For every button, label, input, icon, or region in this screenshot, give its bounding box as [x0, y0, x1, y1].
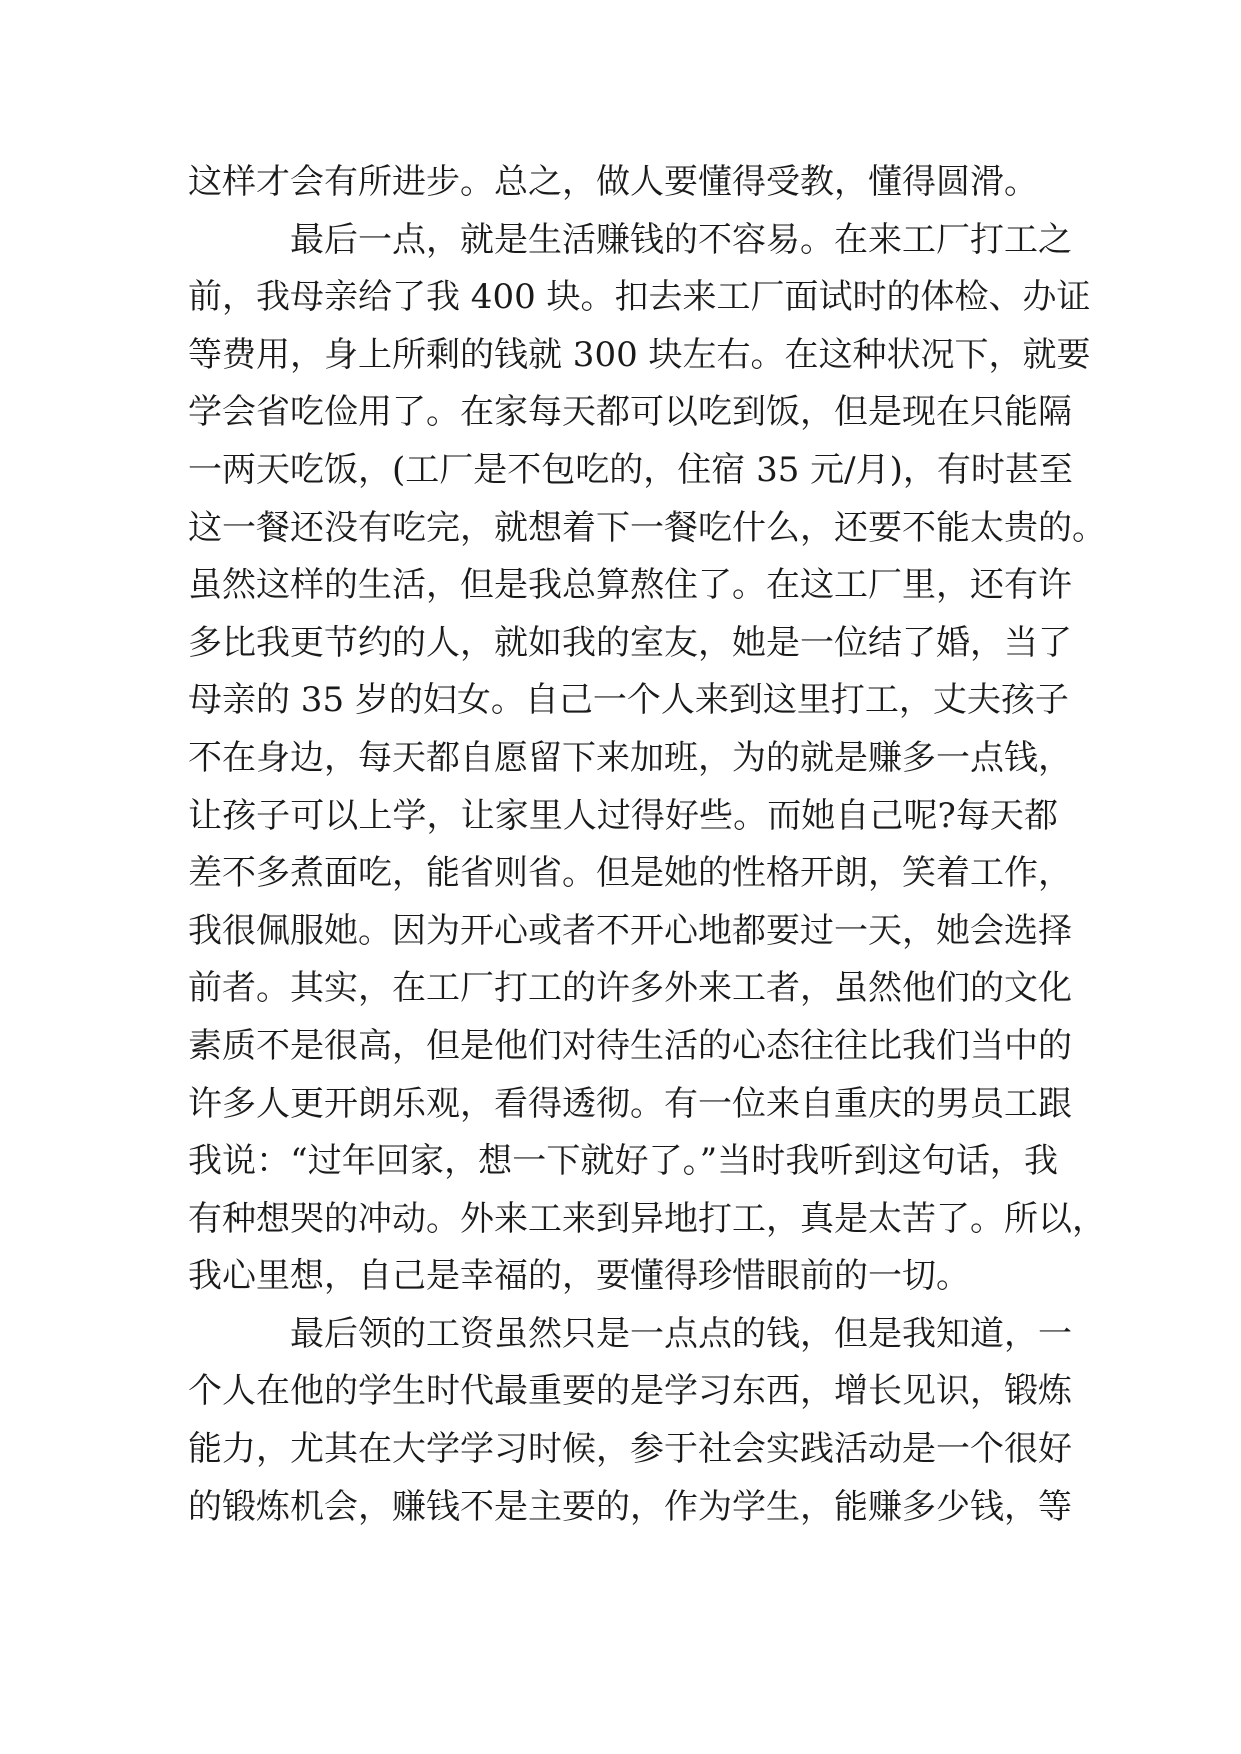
text-line: 这一餐还没有吃完，就想着下一餐吃什么，还要不能太贵的。: [188, 507, 1106, 548]
text-line: 我说：“过年回家，想一下就好了。”当时我听到这句话，我: [188, 1141, 1058, 1182]
text-line: 素质不是很高，但是他们对待生活的心态往往比我们当中的: [188, 1025, 1072, 1066]
text-line: 虽然这样的生活，但是我总算熬住了。在这工厂里，还有许: [188, 565, 1072, 606]
text-line: 前者。其实，在工厂打工的许多外来工者，虽然他们的文化: [188, 968, 1072, 1009]
text-line: 我心里想，自己是幸福的，要懂得珍惜眼前的一切。: [188, 1256, 970, 1297]
text-line: 多比我更节约的人，就如我的室友，她是一位结了婚，当了: [188, 622, 1072, 663]
text-line: 这样才会有所进步。总之，做人要懂得受教，懂得圆滑。: [188, 162, 1038, 202]
text-line: 母亲的 35 岁的妇女。自己一个人来到这里打工，丈夫孩子: [188, 680, 1069, 721]
paragraph-first-line: 最后一点，就是生活赚钱的不容易。在来工厂打工之: [290, 219, 1072, 260]
text-line: 我很佩服她。因为开心或者不开心地都要过一天，她会选择: [188, 910, 1072, 951]
document-body: [188, 154, 1106, 1536]
text-line: 前，我母亲给了我 400 块。扣去来工厂面试时的体检、办证: [188, 277, 1091, 318]
text-line: 让孩子可以上学，让家里人过得好些。而她自己呢?每天都: [188, 795, 1058, 836]
text-line: 有种想哭的冲动。外来工来到异地打工，真是太苦了。所以，: [188, 1198, 1106, 1239]
text-line: 不在身边，每天都自愿留下来加班，为的就是赚多一点钱，: [188, 737, 1072, 778]
text-line: 一两天吃饭，(工厂是不包吃的，住宿 35 元/月)，有时甚至: [188, 449, 1073, 490]
text-line: 能力，尤其在大学学习时候，参于社会实践活动是一个很好: [188, 1429, 1072, 1470]
text-line: 学会省吃俭用了。在家每天都可以吃到饭，但是现在只能隔: [188, 392, 1072, 433]
text-line: 个人在他的学生时代最重要的是学习东西，增长见识，锻炼: [188, 1371, 1072, 1412]
text-line: 的锻炼机会，赚钱不是主要的，作为学生，能赚多少钱，等: [188, 1486, 1072, 1527]
text-line: 许多人更开朗乐观，看得透彻。有一位来自重庆的男员工跟: [188, 1083, 1072, 1124]
paragraph-first-line: 最后领的工资虽然只是一点点的钱，但是我知道，一: [290, 1313, 1072, 1354]
text-line: 等费用，身上所剩的钱就 300 块左右。在这种状况下，就要: [188, 334, 1091, 375]
text-line: 差不多煮面吃，能省则省。但是她的性格开朗，笑着工作，: [188, 853, 1072, 894]
